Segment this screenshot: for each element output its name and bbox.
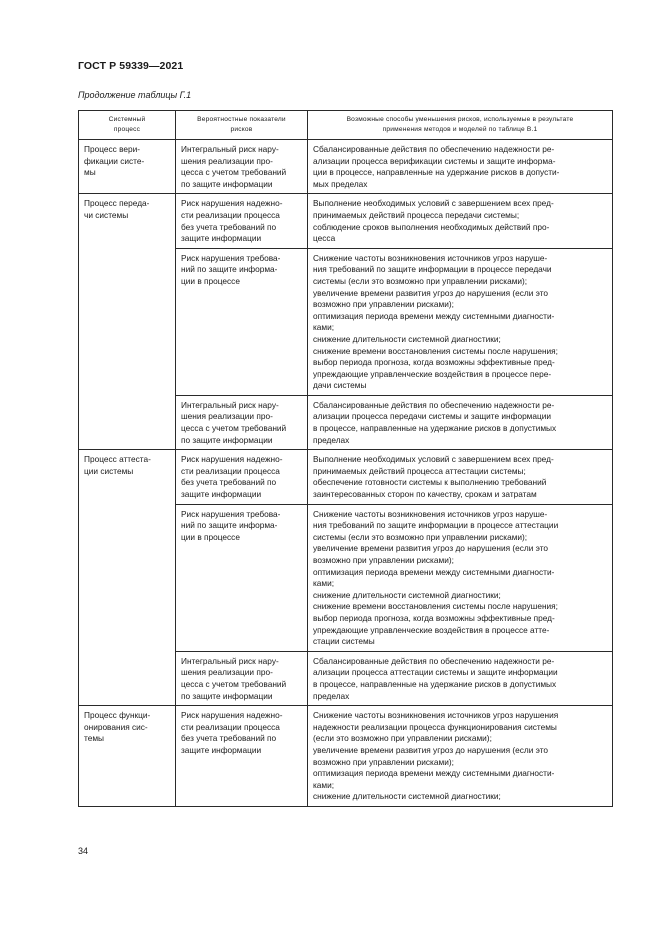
risk-indicator-cell-line: шения реализации про- (181, 411, 273, 422)
risk-indicator-cell-line: ний по защите информа- (181, 520, 278, 531)
risk-methods-cell-line: пределах (313, 434, 350, 445)
table-caption: Продолжение таблицы Г.1 (78, 90, 192, 100)
risk-methods-cell-line: увеличение времени развития угроз до нарушения (если это (313, 744, 549, 755)
risk-indicator-cell-line: защите информации (181, 744, 262, 755)
risk-indicator-cell-line: цесса с учетом требований (181, 678, 287, 689)
risk-indicator-cell (176, 450, 308, 504)
risk-methods-cell-line: ализации процесса передачи системы и защите информации (313, 411, 552, 422)
risk-methods-cell-line: увеличение времени развития угроз до нарушения (если это (313, 543, 549, 554)
risk-indicator-cell-line: цесса с учетом требований (181, 423, 287, 434)
risk-methods-cell-line: ками; (313, 578, 335, 589)
risk-indicator-cell-line: защите информации (181, 489, 262, 500)
risk-indicator-cell-line: по защите информации (181, 178, 273, 189)
system-process-cell (79, 194, 176, 450)
risk-methods-cell-line: принимаемых действий процесса аттестации системы; (313, 465, 526, 476)
system-process-cell-line: Процесс вери- (84, 144, 141, 154)
risk-methods-cell-line: выбор периода прогноза, когда возможны эффективные пред- (313, 612, 555, 623)
risk-table (78, 110, 613, 807)
table-row (79, 706, 613, 807)
header-system-process: Системный процесс (79, 111, 176, 140)
risk-methods-cell-line: увеличение времени развития угроз до нарушения (если это (313, 287, 549, 298)
risk-methods-cell-line: Сбалансированные действия по обеспечению надежности ре- (313, 655, 555, 666)
risk-indicator-cell-line: ний по защите информа- (181, 264, 278, 275)
risk-methods-cell-line: дачи системы (313, 380, 367, 391)
table-header-row (79, 111, 613, 140)
risk-methods-cell-line: системы (если это возможно при управлении рисками); (313, 275, 528, 286)
system-process-cell-line: Процесс функци- (84, 710, 151, 721)
risk-methods-cell-line: ализации процесса аттестации системы и защите информации (313, 667, 558, 678)
risk-indicator-cell-line: без учета требований по (181, 477, 277, 488)
risk-indicator-cell (176, 651, 308, 705)
system-process-cell (79, 140, 176, 194)
risk-methods-cell-line: оптимизация периода времени между системными диагности- (313, 566, 555, 577)
system-process-cell-line: чи системы (84, 209, 129, 220)
risk-methods-cell-line: цесса (313, 233, 336, 244)
risk-methods-cell (308, 194, 613, 248)
risk-methods-cell (308, 450, 613, 504)
risk-indicator-cell (176, 248, 308, 395)
risk-indicator-cell-line: шения реализации про- (181, 155, 273, 166)
risk-methods-cell (308, 395, 613, 449)
risk-indicator-cell-line: сти реализации процесса (181, 209, 280, 220)
risk-methods-cell-line: ками; (313, 322, 335, 333)
risk-methods-cell-line: выбор периода прогноза, когда возможны эффективные пред- (313, 357, 555, 368)
header-risk-methods: Возможные способы уменьшения рисков, используемые в результате применения методов и моделей по таблице В.1 (308, 111, 613, 140)
system-process-cell (79, 450, 176, 706)
risk-methods-cell (308, 504, 613, 651)
table-row (79, 140, 613, 194)
risk-indicator-cell-line: Интегральный риск нару- (181, 655, 279, 666)
risk-methods-cell-line: ния требований по защите информации в процессе аттестации (313, 520, 559, 531)
system-process-cell-line: ции системы (84, 465, 134, 476)
risk-methods-cell-line: Выполнение необходимых условий с завершением всех пред- (313, 198, 554, 209)
risk-indicator-cell-line: цесса с учетом требований (181, 167, 287, 178)
header-risk-indicators: Вероятностные показатели рисков (176, 111, 308, 140)
system-process-cell-line: Процесс аттеста- (84, 454, 151, 465)
risk-methods-cell (308, 651, 613, 705)
risk-indicator-cell-line: Риск нарушения требова- (181, 508, 281, 519)
risk-methods-cell-line: снижение времени восстановления системы после нарушения; (313, 601, 558, 612)
risk-methods-cell-line: Выполнение необходимых условий с завершением всех пред- (313, 454, 554, 465)
risk-methods-cell-line: ализации процесса верификации системы и защите информа- (313, 155, 556, 166)
system-process-cell-line: онирования сис- (84, 721, 148, 732)
risk-methods-cell (308, 140, 613, 194)
risk-methods-cell-line: Снижение частоты возникновения источников угроз наруше- (313, 508, 548, 519)
risk-indicator-cell-line: ции в процессе (181, 275, 240, 286)
risk-indicator-cell-line: Риск нарушения надежно- (181, 710, 283, 721)
risk-methods-cell-line: снижение длительности системной диагностики; (313, 791, 501, 802)
risk-methods-cell-line: снижение длительности системной диагностики; (313, 333, 501, 344)
risk-methods-cell-line: принимаемых действий процесса передачи системы; (313, 209, 520, 220)
risk-indicator-cell (176, 194, 308, 248)
risk-methods-cell-line: Снижение частоты возникновения источников угроз нарушения (313, 710, 559, 721)
risk-indicator-cell-line: защите информации (181, 233, 262, 244)
risk-indicator-cell-line: Интегральный риск нару- (181, 144, 279, 154)
risk-indicator-cell (176, 504, 308, 651)
risk-methods-cell-line: упреждающие управленческие воздействия в процессе атте- (313, 624, 550, 635)
risk-indicator-cell-line: ции в процессе (181, 531, 240, 542)
risk-methods-cell-line: Снижение частоты возникновения источников угроз наруше- (313, 252, 548, 263)
risk-methods-cell-line: заинтересованных сторон по качеству, срокам и затратам (313, 489, 537, 500)
risk-indicator-cell (176, 395, 308, 449)
risk-methods-cell-line: системы (если это возможно при управлении рисками); (313, 531, 528, 542)
risk-methods-cell-line: в процессе, направленные на удержание рисков в допустимых (313, 678, 557, 689)
risk-methods-cell (308, 706, 613, 807)
risk-methods-cell-line: возможно при управлении рисками); (313, 299, 454, 310)
risk-methods-cell-line: оптимизация периода времени между системными диагности- (313, 768, 555, 779)
risk-methods-cell-line: снижение длительности системной диагностики; (313, 589, 501, 600)
risk-indicator-cell-line: Риск нарушения требова- (181, 252, 281, 263)
risk-indicator-cell-line: сти реализации процесса (181, 465, 280, 476)
risk-indicator-cell-line: шения реализации про- (181, 667, 273, 678)
system-process-cell-line: мы (84, 167, 96, 178)
risk-indicator-cell-line: без учета требований по (181, 733, 277, 744)
risk-methods-cell-line: стации системы (313, 636, 375, 647)
risk-methods-cell-line: Сбалансированные действия по обеспечению надежности ре- (313, 144, 555, 154)
table-row (79, 194, 613, 248)
risk-methods-cell-line: надежности реализации процесса функционирования системы (313, 721, 557, 732)
risk-methods-cell-line: мых пределах (313, 178, 368, 189)
risk-methods-cell-line: оптимизация периода времени между системными диагности- (313, 310, 555, 321)
risk-indicator-cell-line: без учета требований по (181, 221, 277, 232)
system-process-cell-line: Процесс переда- (84, 198, 150, 209)
system-process-cell-line: фикации систе- (84, 155, 145, 166)
risk-methods-cell-line: ками; (313, 779, 335, 790)
risk-methods-cell-line: снижение времени восстановления системы после нарушения; (313, 345, 558, 356)
risk-indicator-cell-line: Риск нарушения надежно- (181, 454, 283, 465)
risk-methods-cell-line: ции в процессе, направленные на удержание рисков в допусти- (313, 167, 560, 178)
risk-methods-cell-line: упреждающие управленческие воздействия в процессе пере- (313, 368, 552, 379)
risk-indicator-cell-line: сти реализации процесса (181, 721, 280, 732)
system-process-cell-line: темы (84, 733, 104, 744)
risk-methods-cell-line: в процессе, направленные на удержание рисков в допустимых (313, 423, 557, 434)
page-number: 34 (78, 846, 89, 856)
risk-indicator-cell-line: Риск нарушения надежно- (181, 198, 283, 209)
risk-indicator-cell-line: по защите информации (181, 690, 273, 701)
risk-indicator-cell (176, 706, 308, 807)
risk-methods-cell (308, 248, 613, 395)
risk-methods-cell-line: Сбалансированные действия по обеспечению надежности ре- (313, 399, 555, 410)
risk-indicator-cell-line: Интегральный риск нару- (181, 399, 279, 410)
risk-methods-cell-line: ния требований по защите информации в процессе передачи (313, 264, 552, 275)
table-row (79, 450, 613, 504)
risk-methods-cell-line: (если это возможно при управлении рисками); (313, 733, 492, 744)
table-body (79, 140, 613, 807)
system-process-cell (79, 706, 176, 807)
risk-indicator-cell-line: по защите информации (181, 434, 273, 445)
risk-methods-cell-line: соблюдение сроков выполнения необходимых действий про- (313, 221, 550, 232)
risk-methods-cell-line: пределах (313, 690, 350, 701)
risk-indicator-cell (176, 140, 308, 194)
standard-header: ГОСТ Р 59339—2021 (78, 60, 184, 72)
risk-methods-cell-line: возможно при управлении рисками); (313, 555, 454, 565)
risk-methods-cell-line: обеспечение готовности системы к выполнению требований (313, 477, 547, 488)
risk-methods-cell-line: возможно при управлении рисками); (313, 756, 454, 767)
